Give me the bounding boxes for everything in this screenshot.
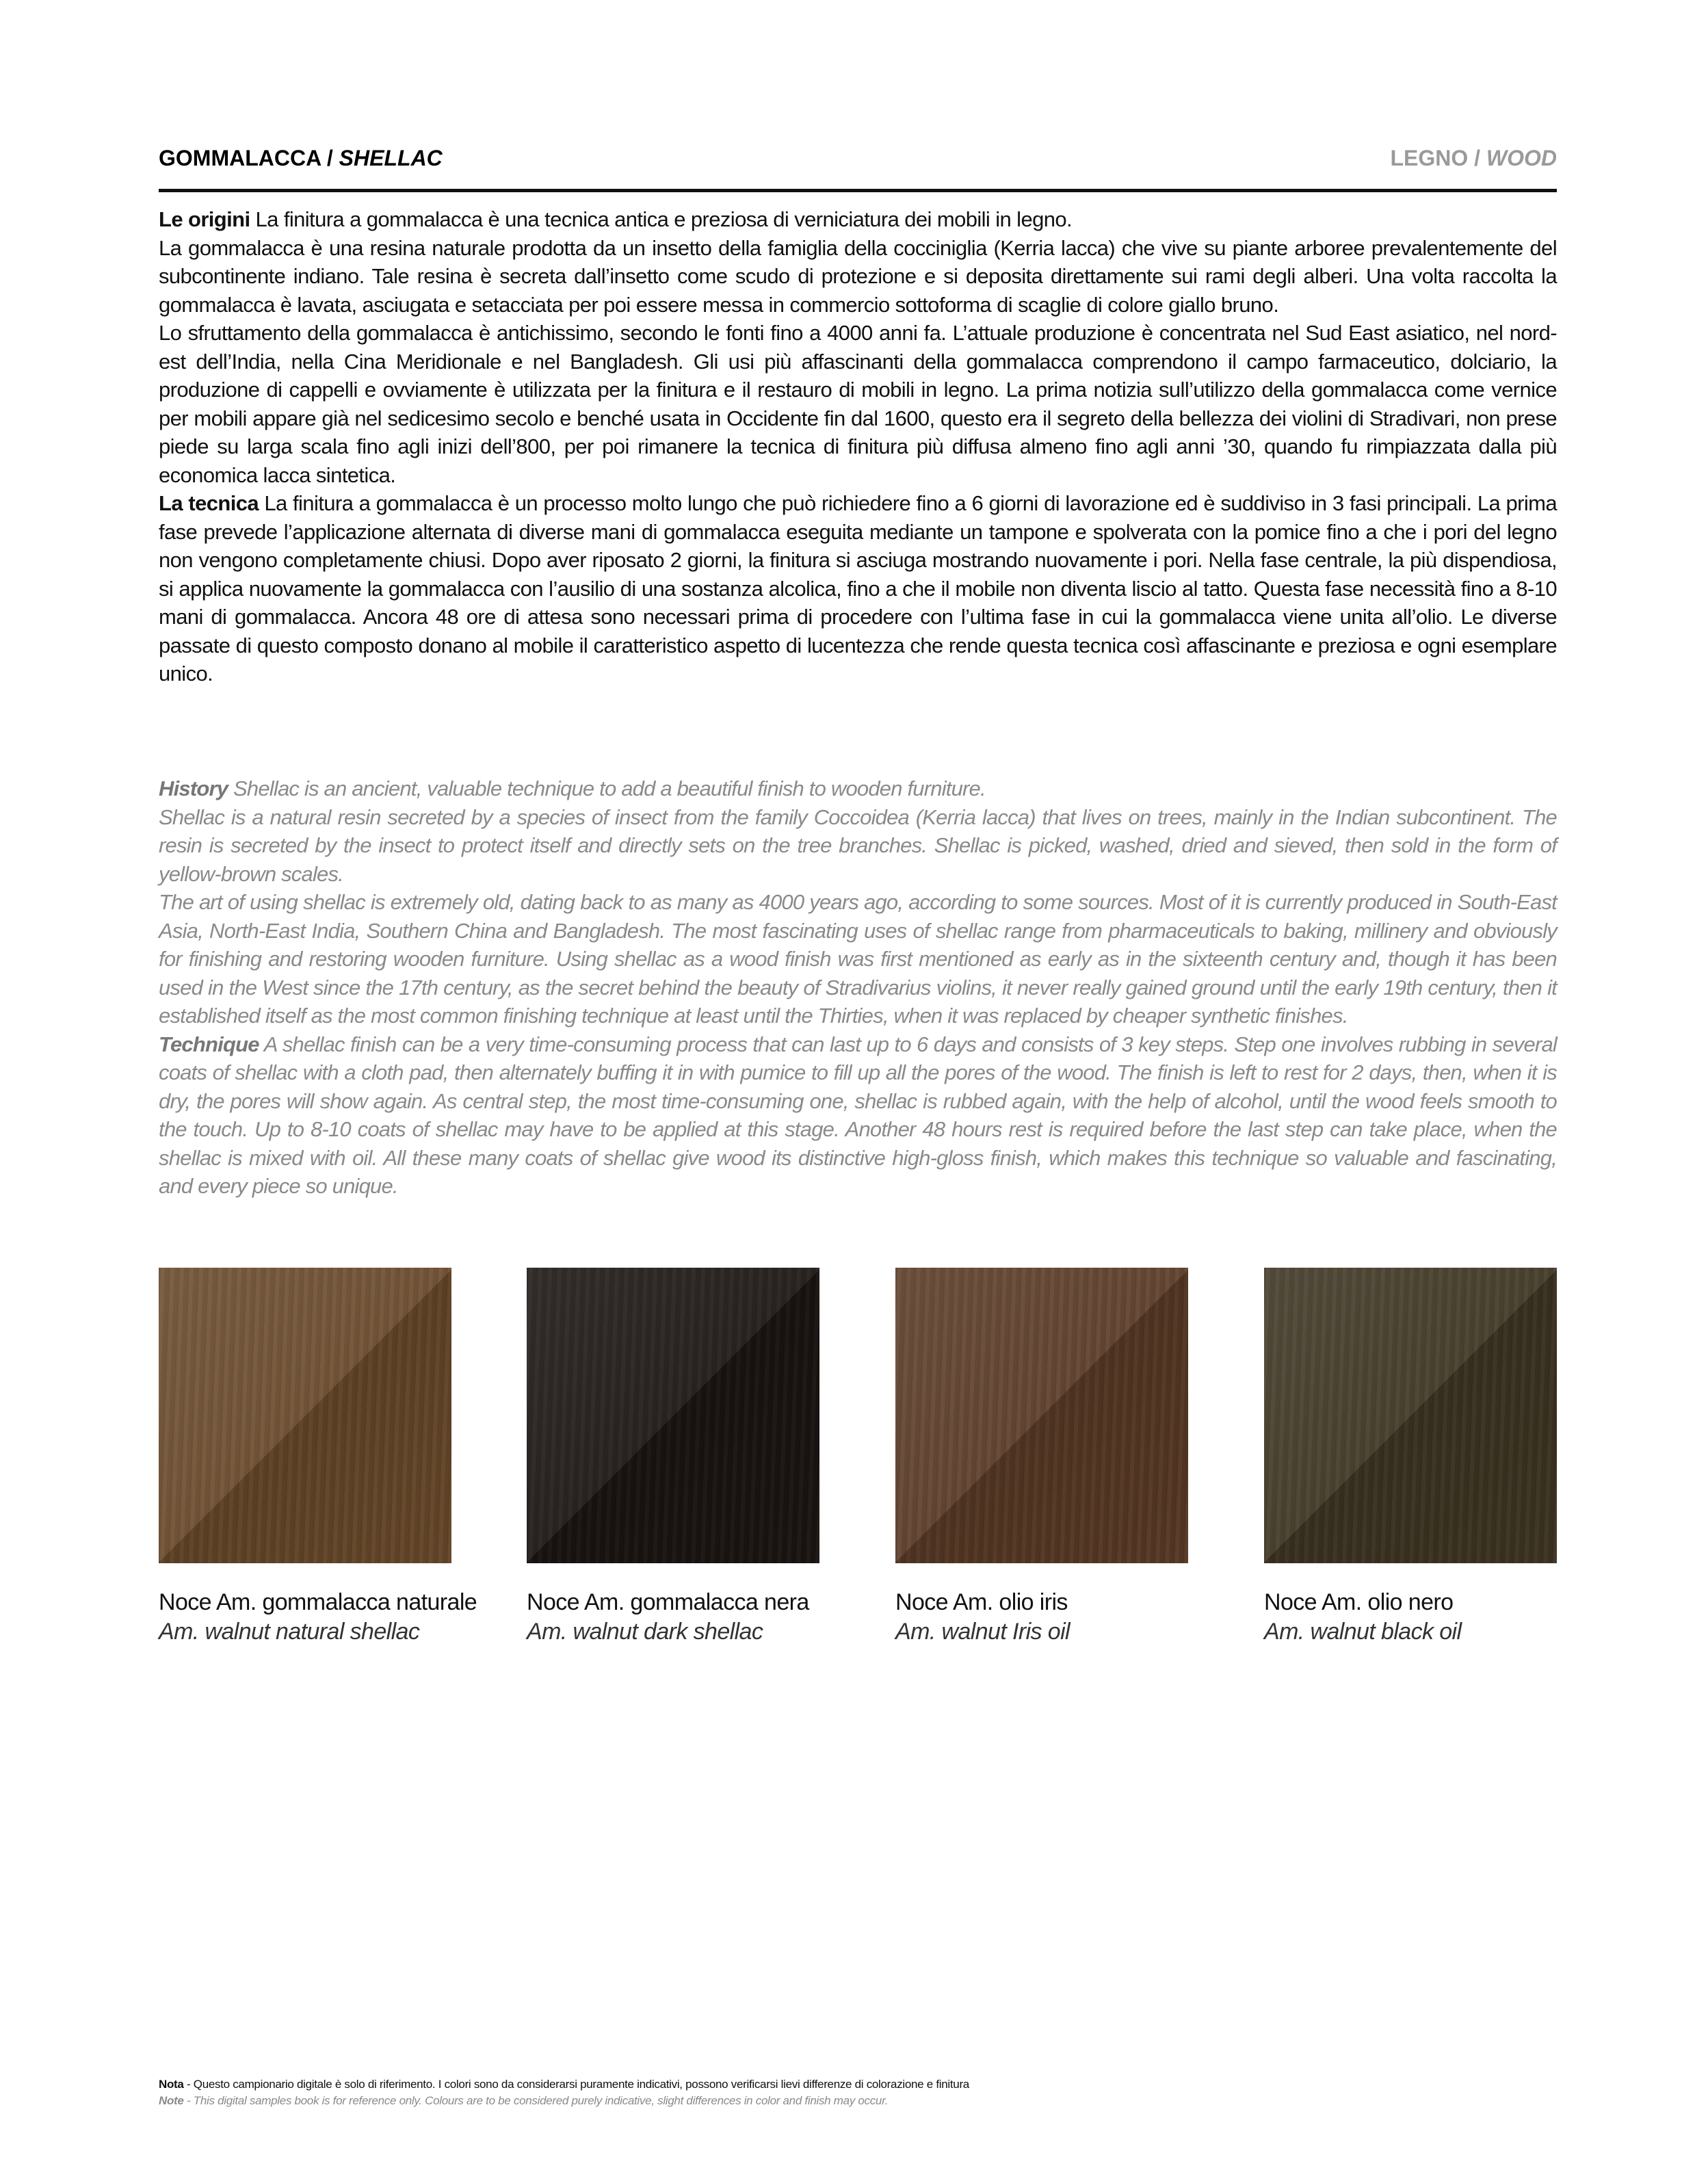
swatch-image: [527, 1268, 819, 1563]
paragraph: La tecnica La finitura a gommalacca è un processo molto lungo che può richiedere fino a 6 giorni di lavorazione ed è suddiviso in 3 fasi principali. La prima fase prevede l’applicazione alternata di diverse mani di gommalacca eseguita mediante un tampone e spolverata con la pomice fino a che i pori del legno non vengono completamente chiusi. Dopo aver riposato 2 giorni, la finitura si asciuga mostrando nuovamente i pori. Nella fase centrale, la più dispendiosa, si applica nuovamente la gommalacca con l’ausilio di una sostanza alcolica, fino a che il mobile non diventa liscio al tatto. Questa fase necessità fino a 8-10 mani di gommalacca. Ancora 48 ore di attesa sono necessari prima di procedere con l’ultima fase in cui la gommalacca viene unita all’olio. Le diverse passate di questo composto donano al mobile il caratteristico aspetto di lucentezza che rende questa tecnica così affascinante e preziosa e ogni esemplare unico.: [159, 491, 1557, 685]
footer-note: Nota - Questo campionario digitale è solo di riferimento. I colori sono da considerarsi puramente indicativi, possono verificarsi lievi differenze di colorazione e finitura Note - This digital samples book is for reference only. Colours are to be considered purely indicative, slight differences in color and finish may occur.: [159, 2078, 969, 2107]
header-divider: [159, 189, 1557, 192]
paragraph: Lo sfruttamento della gommalacca è antichissimo, secondo le fonti fino a 4000 anni fa. L’attuale produzione è concentrata nel Sud East asiatico, nel nord-est dell’India, nella Cina Meridionale e nel Bangladesh. Gli usi più affascinanti della gommalacca comprendono il campo farmaceutico, dolciario, la produzione di cappelli e ovviamente è utilizzata per la finitura e il restauro di mobili in legno. La prima notizia sull’utilizzo della gommalacca come vernice per mobili appare già nel sedicesimo secolo e benché usata in Occidente fin dal 1600, questo era il segreto della bellezza dei violini di Stradivari, non prese piede su larga scala fino agli inizi dell’800, per poi rimanere la tecnica di finitura più diffusa almeno fino agli anni ’30, quando fu rimpiazzata dalla più economica lacca sintetica.: [159, 321, 1557, 487]
section-label: LEGNO / WOOD: [1390, 145, 1557, 170]
swatch-dark-shellac: Noce Am. gommalacca nera Am. walnut dark shellac: [527, 1268, 819, 1563]
swatch-iris-oil: Noce Am. olio iris Am. walnut Iris oil: [895, 1268, 1188, 1563]
english-text: [159, 774, 1557, 1201]
swatch-black-oil: Noce Am. olio nero Am. walnut black oil: [1264, 1268, 1557, 1563]
paragraph: History Shellac is an ancient, valuable technique to add a beautiful finish to wooden furniture.: [159, 776, 986, 800]
page-title: GOMMALACCA / SHELLAC: [159, 145, 443, 170]
paragraph: La gommalacca è una resina naturale prodotta da un insetto della famiglia della cocciniglia (Kerria lacca) che vive su piante arboree prevalentemente del subcontinente indiano. Tale resina è secreta dall’insetto come scudo di protezione e si deposita direttamente sui rami degli alberi. Una volta raccolta la gommalacca è lavata, asciugata e setacciata per poi essere messa in commercio sottoforma di scaglie di colore giallo bruno.: [159, 235, 1557, 317]
italian-text: [159, 205, 1557, 688]
swatch-image: [1264, 1268, 1557, 1563]
paragraph: Technique A shellac finish can be a very time-consuming process that can last up to 6 days and consists of 3 key steps. Step one involves rubbing in several coats of shellac with a cloth pad, then alternately buffing it in with pumice to fill up all the pores of the wood. The finish is left to rest for 2 days, then, when it is dry, the pores will show again. As central step, the most time-consuming one, shellac is rubbed again, with the help of alcohol, until the wood feels smooth to the touch. Up to 8-10 coats of shellac may have to be applied at this stage. Another 48 hours rest is required before the last step can take place, when the shellac is mixed with oil. All these many coats of shellac give wood its distinctive high-gloss finish, which makes this technique so valuable and fascinating, and every piece so unique.: [159, 1032, 1557, 1198]
paragraph: Le origini La finitura a gommalacca è una tecnica antica e preziosa di verniciatura dei mobili in legno.: [159, 207, 1073, 231]
swatch-image: [895, 1268, 1188, 1563]
swatch-image: [159, 1268, 451, 1563]
swatch-natural-shellac: Noce Am. gommalacca naturale Am. walnut natural shellac: [159, 1268, 451, 1563]
page-header: [159, 142, 1557, 174]
paragraph: Shellac is a natural resin secreted by a species of insect from the family Coccoidea (Kerria lacca) that lives on trees, mainly in the Indian subcontinent. The resin is secreted by the insect to protect itself and directly sets on the tree branches. Shellac is picked, washed, dried and sieved, then sold in the form of yellow-brown scales.: [159, 805, 1557, 886]
paragraph: The art of using shellac is extremely old, dating back to as many as 4000 years ago, according to some sources. Most of it is currently produced in South-East Asia, North-East India, Southern China and Bangladesh. The most fascinating uses of shellac range from pharmaceuticals to baking, millinery and obviously for finishing and restoring wooden furniture. Using shellac as a wood finish was first mentioned as early as in the sixteenth century and, though it has been used in the West since the 17th century, as the secret behind the beauty of Stradivarius violins, it never really gained ground until the early 19th century, then it established itself as the most common finishing technique at least until the Thirties, when it was replaced by cheaper synthetic finishes.: [159, 890, 1557, 1028]
